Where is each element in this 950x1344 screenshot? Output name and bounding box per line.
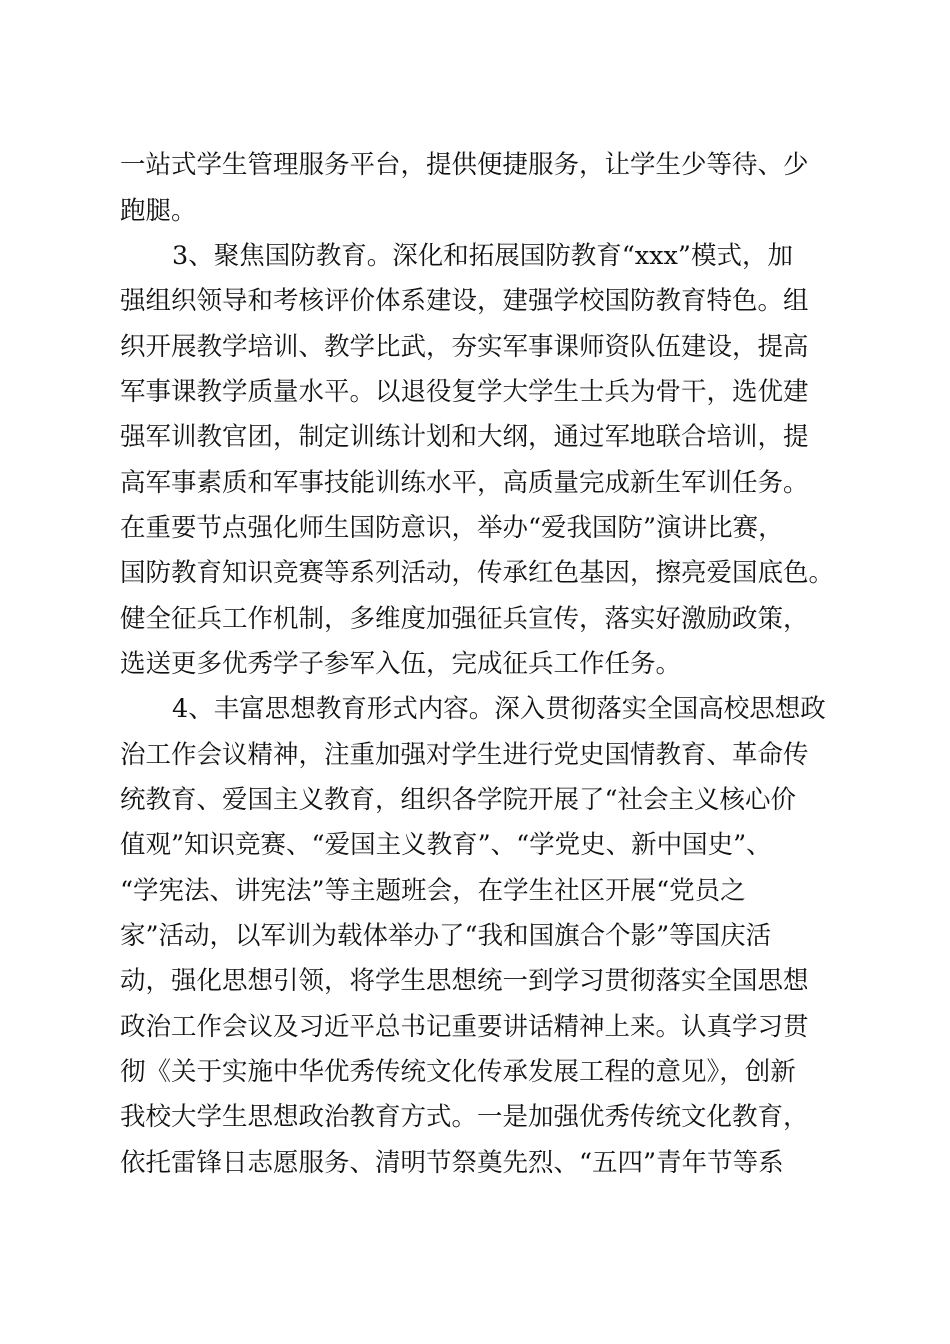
text-line: 我校大学生思想政治教育方式。一是加强优秀传统文化教育， [120, 1102, 809, 1132]
text-line: 3、聚焦国防教育。深化和拓展国防教育“xxx”模式，加 [172, 241, 793, 271]
text-line: 政治工作会议及习近平总书记重要讲话精神上来。认真学习贯 [120, 1012, 809, 1042]
text-line: 彻《关于实施中华优秀传统文化传承发展工程的意见》，创新 [120, 1057, 796, 1087]
text-line: 动，强化思想引领，将学生思想统一到学习贯彻落实全国思想 [120, 966, 809, 996]
text-line: 在重要节点强化师生国防意识，举办“爱我国防”演讲比赛， [120, 513, 784, 543]
text-line: 值观”知识竞赛、“爱国主义教育”、“学党史、新中国史”、 [120, 830, 772, 860]
text-line: 4、丰富思想教育形式内容。深入贯彻落实全国高校思想政 [172, 694, 826, 724]
text-line: 家”活动，以军训为载体举办了“我和国旗合个影”等国庆活 [120, 921, 772, 951]
text-line: 治工作会议精神，注重加强对学生进行党史国情教育、革命传 [120, 740, 809, 770]
text-line: 高军事素质和军事技能训练水平，高质量完成新生军训任务。 [120, 468, 809, 498]
text-line: 一站式学生管理服务平台，提供便捷服务，让学生少等待、少 [120, 150, 809, 180]
text-line: 织开展教学培训、教学比武，夯实军事课师资队伍建设，提高 [120, 332, 809, 362]
text-line: 选送更多优秀学子参军入伍，完成征兵工作任务。 [120, 649, 682, 679]
text-line: 强军训教官团，制定训练计划和大纲，通过军地联合培训，提 [120, 422, 809, 452]
text-line: 统教育、爱国主义教育，组织各学院开展了“社会主义核心价 [120, 785, 797, 815]
text-line: 强组织领导和考核评价体系建设，建强学校国防教育特色。组 [120, 286, 809, 316]
text-line: 依托雷锋日志愿服务、清明节祭奠先烈、“五四”青年节等系 [120, 1148, 784, 1178]
text-line: “学宪法、讲宪法”等主题班会，在学生社区开展“党员之 [120, 876, 746, 906]
text-line: 军事课教学质量水平。以退役复学大学生士兵为骨干，选优建 [120, 377, 809, 407]
text-line: 国防教育知识竞赛等系列活动，传承红色基因，擦亮爱国底色。 [120, 558, 835, 588]
text-line: 健全征兵工作机制，多维度加强征兵宣传，落实好激励政策， [120, 604, 809, 634]
text-line: 跑腿。 [120, 196, 197, 226]
